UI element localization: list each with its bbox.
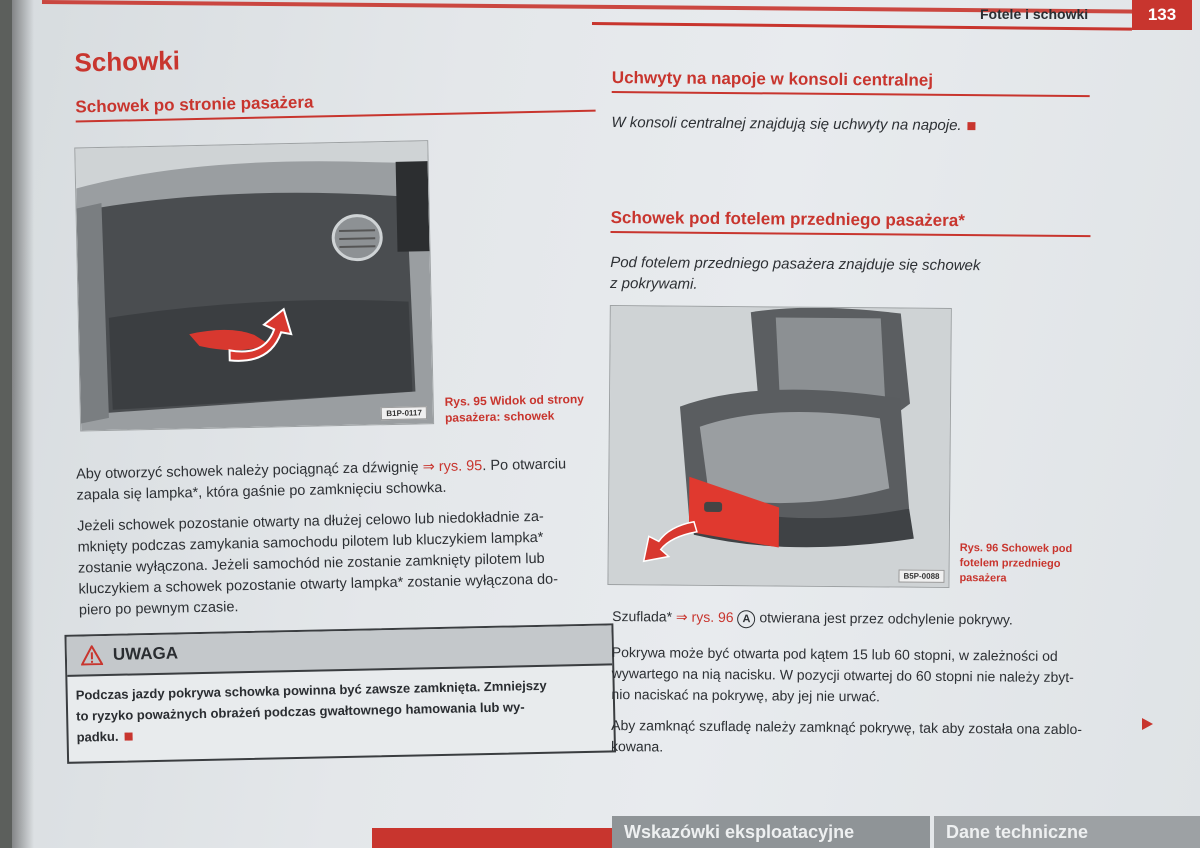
caption-line1: Schowek pod — [1001, 542, 1073, 556]
text-line: Aby zamknąć szufladę należy zamknąć pokrywę, tak aby została ona zablo- — [611, 717, 1083, 738]
figure-label: B1P-0117 — [381, 406, 427, 420]
text-line: nio naciskać na pokrywę, aby jej nie urwać. — [611, 686, 880, 705]
text-line: kluczykiem a schowek pozostanie otwarty lampka* zostanie wyłączona do- — [78, 571, 559, 598]
page-number: 133 — [1132, 0, 1192, 30]
figure-reference-link[interactable]: ⇒ rys. 95 — [422, 458, 483, 476]
end-mark-icon — [124, 732, 132, 740]
text-line: z pokrywami. — [609, 274, 698, 293]
glovebox-illustration — [75, 141, 433, 430]
marker-a-icon: A — [737, 610, 755, 628]
text-line: padku. — [76, 728, 119, 745]
cupholder-text — [611, 112, 1101, 137]
warning-triangle-icon — [81, 645, 103, 665]
close-paragraph — [611, 715, 1116, 761]
seat-figure — [607, 305, 951, 588]
header-rule — [592, 22, 1132, 31]
text-line: to ryzyko poważnych obrażeń podczas gwałtownego hamowania lub wy- — [76, 699, 525, 724]
end-mark-icon — [968, 122, 976, 130]
text-line: kowana. — [610, 738, 664, 755]
caption-number: Rys. 95 — [444, 393, 487, 409]
top-red-line — [42, 0, 1142, 14]
manual-page — [12, 0, 1200, 848]
seat-storage-intro — [610, 252, 1100, 298]
book-spine-shadow — [12, 0, 34, 848]
footer-tab-operating-tips[interactable]: Wskazówki eksploatacyjne — [612, 816, 930, 848]
figure-label: B5P-0088 — [898, 570, 944, 583]
caption-number: Rys. 96 — [959, 542, 999, 555]
warning-box — [64, 623, 616, 763]
text-line: zostanie wyłączona. Jeżeli samochód nie zostanie zamknięty pilotem lub — [77, 550, 545, 577]
seat-illustration — [608, 306, 950, 587]
cupholder-title: Uchwyty na napoje w konsoli centralnej — [612, 68, 1090, 97]
text-line: Podczas jazdy pokrywa schowka powinna być zawsze zamknięta. Zmniejszy — [75, 677, 547, 703]
text-line: Jeżeli schowek pozostanie otwarty na dłużej celowo lub niedokładnie za- — [77, 508, 544, 535]
section-title: Schowki — [74, 45, 181, 78]
cover-paragraph — [611, 642, 1117, 709]
warning-title: UWAGA — [112, 643, 179, 664]
text-line: mknięty podczas zamykania samochodu pilotem lub kluczykiem lampka* — [77, 529, 544, 556]
text-line: Pokrywa może być otwarta pod kątem 15 lub 60 stopni, w zależności od — [611, 644, 1058, 664]
paragraph-open-glovebox — [76, 453, 617, 506]
left-column — [52, 28, 602, 745]
right-column — [609, 60, 1132, 755]
footer-tab-technical-data[interactable]: Dane techniczne — [934, 816, 1200, 848]
figure-95-caption — [444, 390, 615, 426]
text-span: otwierana jest przez odchylenie pokrywy. — [759, 609, 1013, 628]
caption-line1: Widok od strony — [489, 391, 585, 408]
text-line: Pod fotelem przedniego pasażera znajduje się schowek — [610, 253, 981, 275]
warning-text — [67, 665, 614, 755]
figure-96-caption — [959, 541, 1109, 587]
glovebox-figure — [74, 140, 434, 431]
footer-red-strip — [372, 828, 622, 848]
text-line: wywartego na nią nacisku. W pozycji otwartej do 60 stopni nie należy zbyt- — [611, 665, 1074, 686]
caption-line2: pasażera: schowek — [444, 408, 555, 425]
text-span: W konsoli centralnej znajdują się uchwyty na napoje. — [611, 113, 962, 135]
chapter-title: Fotele i schowki — [980, 6, 1089, 22]
seat-storage-title: Schowek pod fotelem przedniego pasażera* — [610, 208, 1090, 237]
text-span: Aby otworzyć schowek należy pociągnąć za dźwignię — [75, 459, 419, 483]
drawer-paragraph — [612, 606, 1112, 631]
caption-line3: pasażera — [959, 572, 1007, 585]
figure-reference-link[interactable]: ⇒ rys. 96 — [675, 608, 734, 626]
subsection-title: Schowek po stronie pasażera — [75, 87, 595, 123]
next-page-arrow-icon — [1142, 718, 1153, 730]
caption-line2: fotelem przedniego — [959, 557, 1061, 570]
text-span: zapala się lampka*, która gaśnie po zamknięciu schowka. — [76, 479, 447, 504]
paragraph-lamp-info — [77, 505, 619, 621]
text-line: piero po pewnym czasie. — [78, 599, 239, 619]
text-span: . Po otwarciu — [482, 456, 567, 475]
text-span: Szuflada* — [612, 608, 673, 625]
